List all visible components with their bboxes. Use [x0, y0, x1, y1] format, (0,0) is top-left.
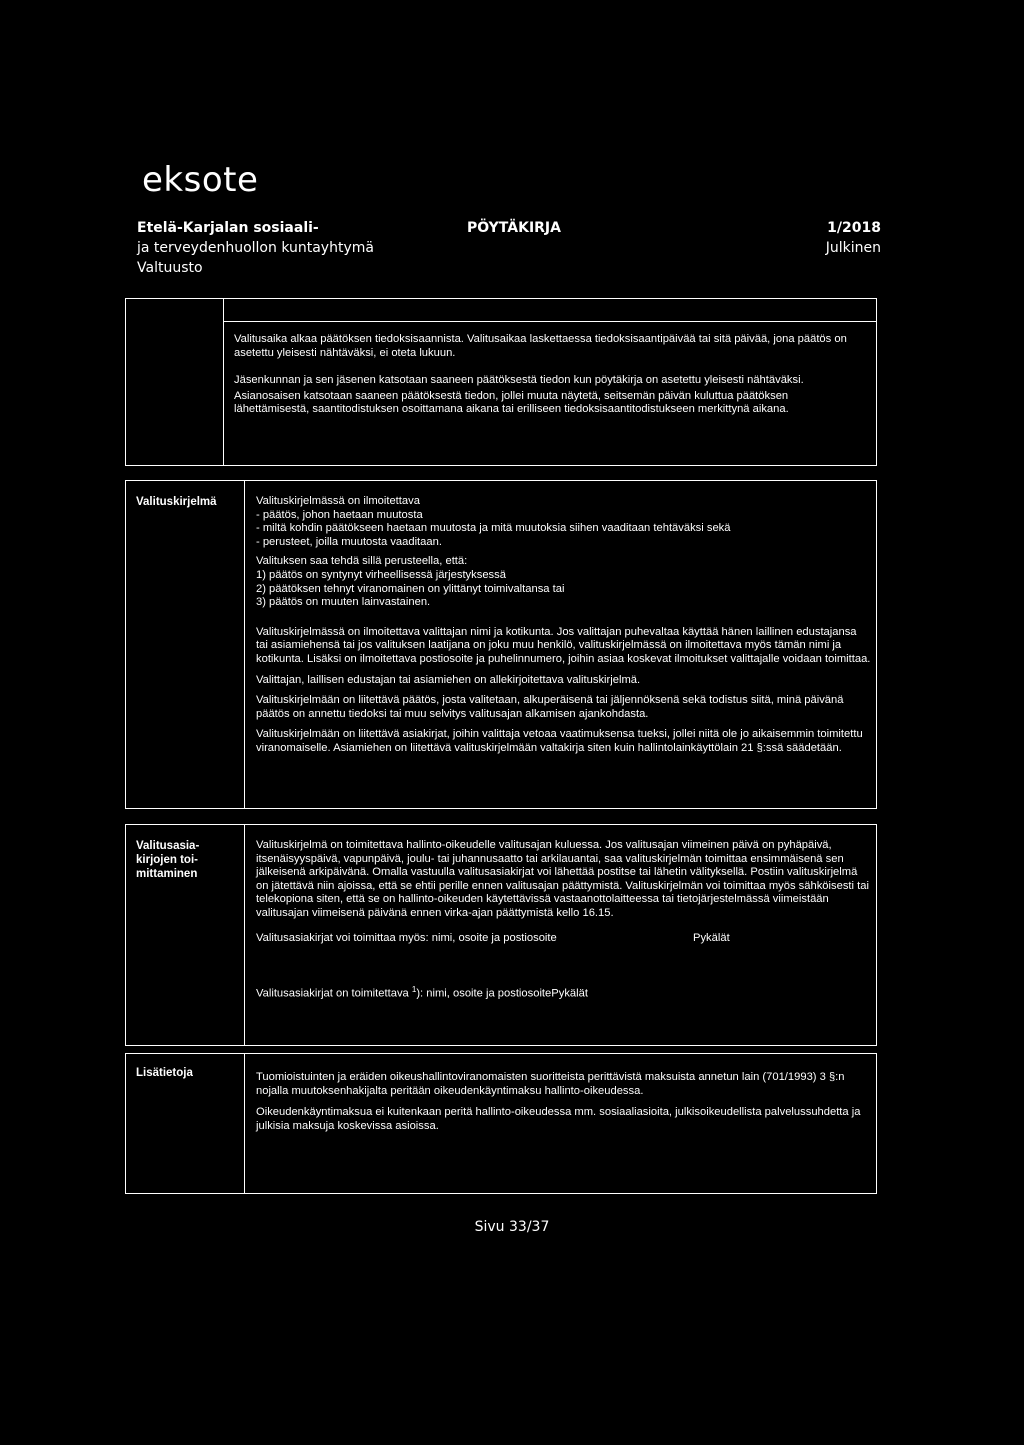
delivery-paragraph: Valituskirjelmä on toimitettava hallinto-oikeudelle valitusajan kuluessa. Jos valitusajan viimeinen päivä on pyhäpäivä, itsenäisyyspäivä, vapunpäivä, joulu- tai juhannusaatto tai arkilauantai, saa valituskirjelmän toimittaa ensimmäisenä sen jälkeisenä arkipäivänä. Omalla vastuulla valitusasiakirjat voi lähettää postitse tai lähetin välityksellä. Postiin valituskirjelmä on jätettävä niin ajoissa, että se ehtii perille ennen valitusajan päättymistä. Valituskirjelmän voi toimittaa myös sähköisesti tai telekopiona siten, että se on hallinto-oikeuden käytettävissä vastaanottolaitteessa tai tietojärjestelmässä viimeistään valitusajan viimeisenä päivänä ennen virka-ajan päättymistä kello 16.15. [256, 839, 869, 919]
appeal-letter-item: - päätös, johon haetaan muutosta [256, 508, 423, 521]
appeal-period-top-rule [224, 321, 876, 322]
appeal-letter-intro: Valituskirjelmässä on ilmoitettava [256, 495, 420, 507]
alternate-delivery-text: Valitusasiakirjat voi toimittaa myös: nimi, osoite ja postiosoite [256, 931, 557, 944]
appeal-letter-content [256, 495, 871, 756]
documents-paragraph: Valituskirjelmään on liitettävä asiakirjat, joihin valittaja vetoaa vaatimuksensa tueksi, jollei niitä ole jo aikaisemmin toimitettu viranomaiselle. Asiamiehen on liitettävä valituskirjelmään valtakirja siten kuin hallintolainkäyttölain 21 §:ssä säädetään. [256, 728, 863, 754]
appeal-letter-box [125, 480, 877, 809]
appeal-letter-item: - miltä kohdin päätökseen haetaan muutosta ja mitä muutoksia siihen vaaditaan tehtäväksi sekä [256, 522, 731, 535]
organization-block [137, 218, 374, 278]
appeal-period-text [234, 333, 864, 417]
member-municipality-paragraph: Jäsenkunnan ja sen jäsenen katsotaan saaneen päätöksestä tiedon kun pöytäkirja on asetettu yleisesti nähtäväksi. [234, 374, 804, 387]
additional-info-box [125, 1053, 877, 1194]
appeal-period-box [125, 298, 877, 466]
delivery-label-line: kirjojen toi- [136, 854, 198, 866]
document-visibility: Julkinen [825, 240, 881, 256]
document-number: 1/2018 [827, 220, 881, 236]
attachments-paragraph: Valituskirjelmään on liitettävä päätös, josta valitetaan, alkuperäisenä tai jäljennöksenä sekä todistus siitä, minä päivänä päätös on annettu tiedoksi tai muu selvitys valitusajan alkamisen ajankohdasta. [256, 694, 844, 720]
delivery-label [136, 839, 240, 881]
required-delivery-sections: Pykälät [551, 987, 588, 1000]
ground-item: 3) päätös on muuten lainvastainen. [256, 596, 431, 609]
organ-name: Valtuusto [137, 260, 203, 276]
appellant-info-paragraph: Valituskirjelmässä on ilmoitettava valittajan nimi ja kotikunta. Jos valittajan puhevaltaa käyttää hänen laillinen edustajansa tai asiamiehensä tai jos valituksen laatijana on joku muu henkilö, valituskirjelmässä on ilmoitettava myös tämän nimi ja kotikunta. Lisäksi on ilmoitettava postiosoite ja puhelinnumero, joihin asiaa koskevat ilmoitukset valittajalle voidaan toimittaa. [256, 625, 871, 665]
grounds-intro: Valituksen saa tehdä sillä perusteella, että: [256, 555, 468, 568]
organization-name-line2: ja terveydenhuollon kuntayhtymä [137, 240, 374, 256]
alternate-delivery-sections: Pykälät [693, 931, 730, 944]
party-notice-paragraph: Asianosaisen katsotaan saaneen päätöksestä tiedon, jollei muuta näytetä, seitsemän päivän kuluttua päätöksen lähettämisestä, saantitodistuksen osoittamana aikana tai erilliseen tiedoksisaantitodistukseen merkittynä aikana. [234, 389, 789, 416]
signature-paragraph: Valittajan, laillisen edustajan tai asiamiehen on allekirjoitettava valituskirjelmä. [256, 673, 641, 686]
additional-info-content [256, 1071, 871, 1133]
footnote-marker: 1 [411, 985, 417, 995]
appeal-letter-label: Valituskirjelmä [136, 496, 217, 508]
ground-item: 2) päätöksen tehnyt viranomainen on ylittänyt toimivaltansa tai [256, 582, 565, 595]
ground-item: 1) päätös on syntynyt virheellisessä järjestyksessä [256, 568, 506, 581]
document-meta [826, 218, 881, 258]
delivery-content [256, 839, 871, 1001]
delivery-label-line: Valitusasia- [136, 840, 200, 852]
organization-name-line1: Etelä-Karjalan sosiaali- [137, 220, 319, 236]
appeal-period-paragraph: Valitusaika alkaa päätöksen tiedoksisaannista. Valitusaikaa laskettaessa tiedoksisaantipäivää tai sitä päivää, jona päätös on asetettu yleisesti nähtäväksi, ei oteta lukuun. [234, 333, 847, 359]
required-delivery-rest: ): nimi, osoite ja postiosoite [416, 987, 552, 1000]
required-delivery-row [256, 983, 871, 1001]
delivery-label-line: mittaminen [136, 868, 198, 880]
appeal-letter-label-column [126, 481, 245, 808]
page-number: Sivu 33/37 [474, 1219, 550, 1235]
appeal-period-label-column [126, 299, 224, 465]
document-type: PÖYTÄKIRJA [467, 220, 561, 236]
alternate-delivery-row [256, 932, 871, 946]
required-delivery-text: Valitusasiakirjat on toimitettava [256, 987, 412, 1000]
eksote-logo: eksote [142, 160, 259, 200]
fee-exemption-paragraph: Oikeudenkäyntimaksua ei kuitenkaan peritä hallinto-oikeudessa mm. sosiaaliasioita, julkisoikeudellista palvelussuhdetta ja julkisia maksuja koskevissa asioissa. [256, 1106, 861, 1132]
court-fee-paragraph: Tuomioistuinten ja eräiden oikeushallintoviranomaisten suoritteista perittävistä maksuista annetun lain (701/1993) 3 §:n nojalla muutoksenhakijalta peritään oikeudenkäyntimaksu hallinto-oikeudessa. [256, 1071, 845, 1097]
delivery-box [125, 824, 877, 1046]
additional-info-label: Lisätietoja [136, 1067, 193, 1079]
appeal-letter-item: - perusteet, joilla muutosta vaaditaan. [256, 535, 442, 548]
